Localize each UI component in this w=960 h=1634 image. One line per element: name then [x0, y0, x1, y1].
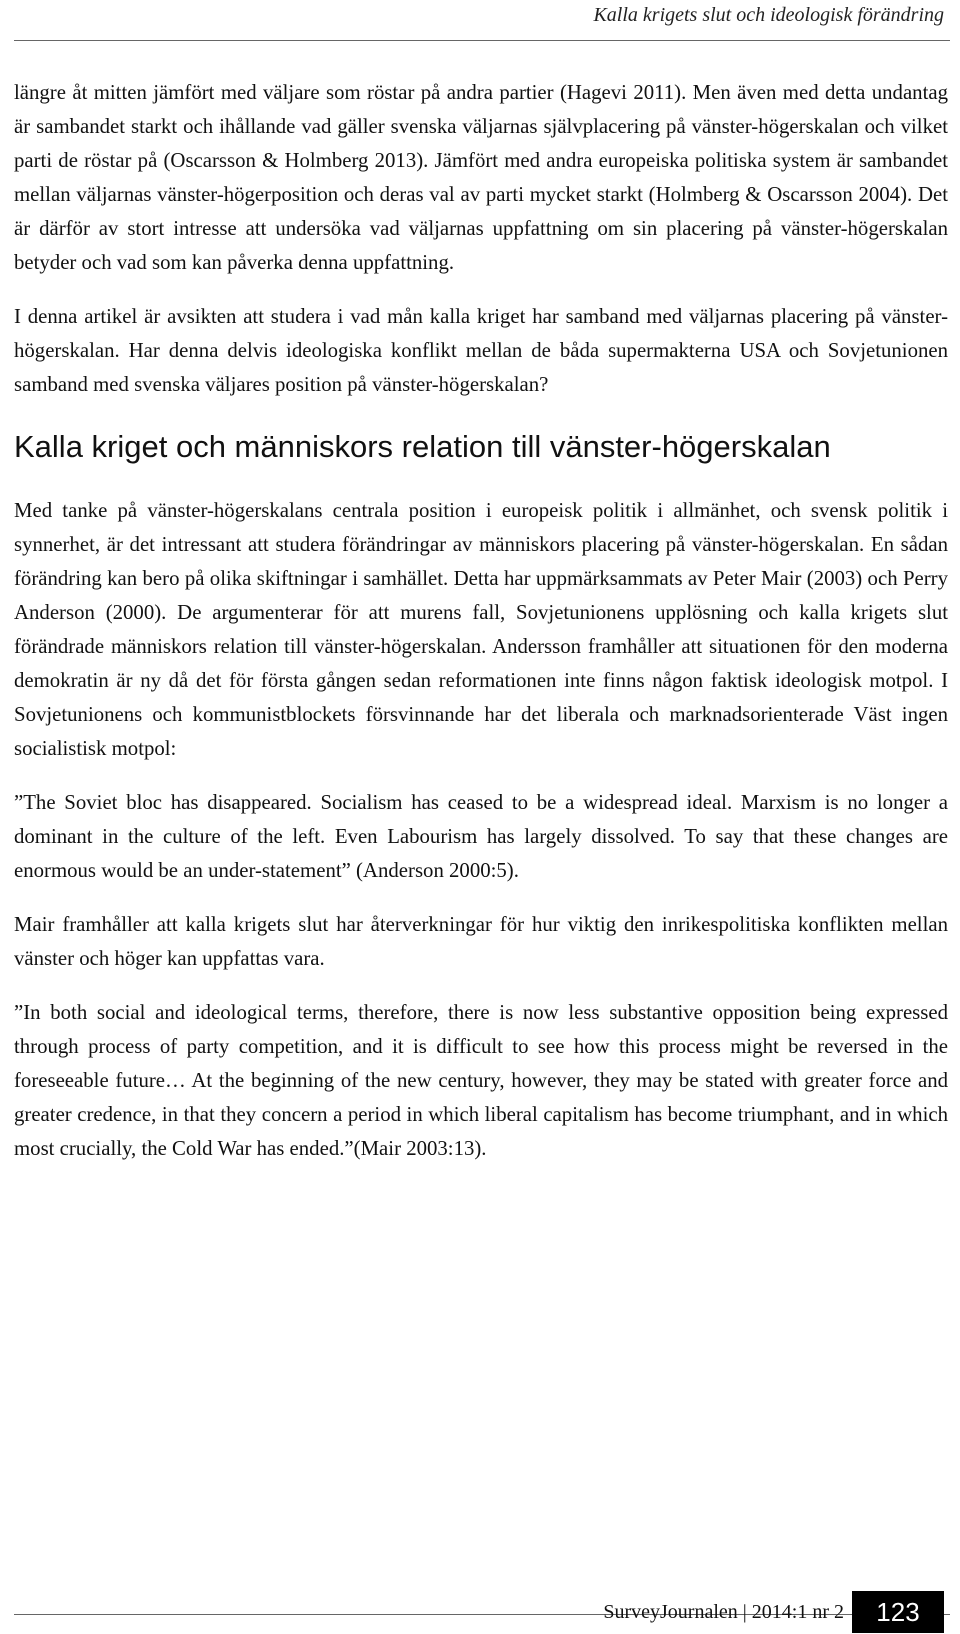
paragraph-3: Med tanke på vänster-högerskalans centrala position i europeisk politik i allmänhet, och svensk politik i synnerhet, är det intressant att studera förändringar av människors placering på vänster-högerskalan. En sådan förändring kan bero på olika skiftningar i samhället. Detta har uppmärksammats av Peter Mair (2003) och Perry Anderson (2000). De argumenterar för att murens fall, Sovjetunionens upplösning och kalla krigets slut förändrade människors relation till vänster-högerskalan. Andersson framhåller att situationen för den moderna demokratin är ny då det för första gången sedan reformationen inte finns någon faktisk ideologisk motpol. I Sovjetunionens och kommunistblockets försvinnande har det liberala och marknadsorienterade Väst ingen socialistisk motpol:: [14, 499, 948, 760]
page-footer: [603, 1590, 944, 1634]
block-quote-anderson: ”The Soviet bloc has disappeared. Socialism has ceased to be a widespread ideal. Marxism is no longer a dominant in the culture of the left. Even Labourism has largely dissolved. To say that these changes are enormous would be an under-statement” (Anderson 2000:5).: [14, 791, 948, 882]
page-number: 123: [852, 1591, 944, 1633]
block-quote-mair: ”In both social and ideological terms, therefore, there is now less substantive opposition being expressed through process of party competition, and it is difficult to see how this process might be reversed in the foreseeable future… At the beginning of the new century, however, they may be stated with greater force and greater credence, in that they concern a period in which liberal capitalism has become triumphant, and in which most crucially, the Cold War has ended.”(Mair 2003:13).: [14, 1001, 948, 1160]
article-body: [14, 76, 948, 1166]
journal-citation: SurveyJournalen | 2014:1 nr 2: [603, 1601, 844, 1623]
section-heading: Kalla kriget och människors relation till vänster-högerskalan: [14, 429, 831, 464]
paragraph-4: Mair framhåller att kalla krigets slut har återverkningar för hur viktig den inrikespolitiska konflikten mellan vänster och höger kan uppfattas vara.: [14, 913, 948, 970]
paragraph-1: längre åt mitten jämfört med väljare som röstar på andra partier (Hagevi 2011). Men även med detta undantag är sambandet starkt och ihållande vad gäller svenska väljarnas självplacering på vänster-högerskalan och vilket parti de röstar på (Oscarsson & Holmberg 2013). Jämfört med andra europeiska politiska system är sambandet mellan väljarnas vänster-högerposition och deras val av parti mycket starkt (Holmberg & Oscarsson 2004). Det är därför av stort intresse att undersöka vad väljarnas uppfattning om sin placering på vänster-högerskalan betyder och vad som kan påverka denna uppfattning.: [14, 81, 948, 274]
paragraph-2: I denna artikel är avsikten att studera i vad mån kalla kriget har samband med väljarnas placering på vänster-högerskalan. Har denna delvis ideologiska konflikt mellan de båda supermakterna USA och Sovjetunionen samband med svenska väljares position på vänster-högerskalan?: [14, 305, 948, 396]
header-rule: [14, 40, 950, 41]
running-header: Kalla krigets slut och ideologisk förändring: [593, 4, 944, 26]
